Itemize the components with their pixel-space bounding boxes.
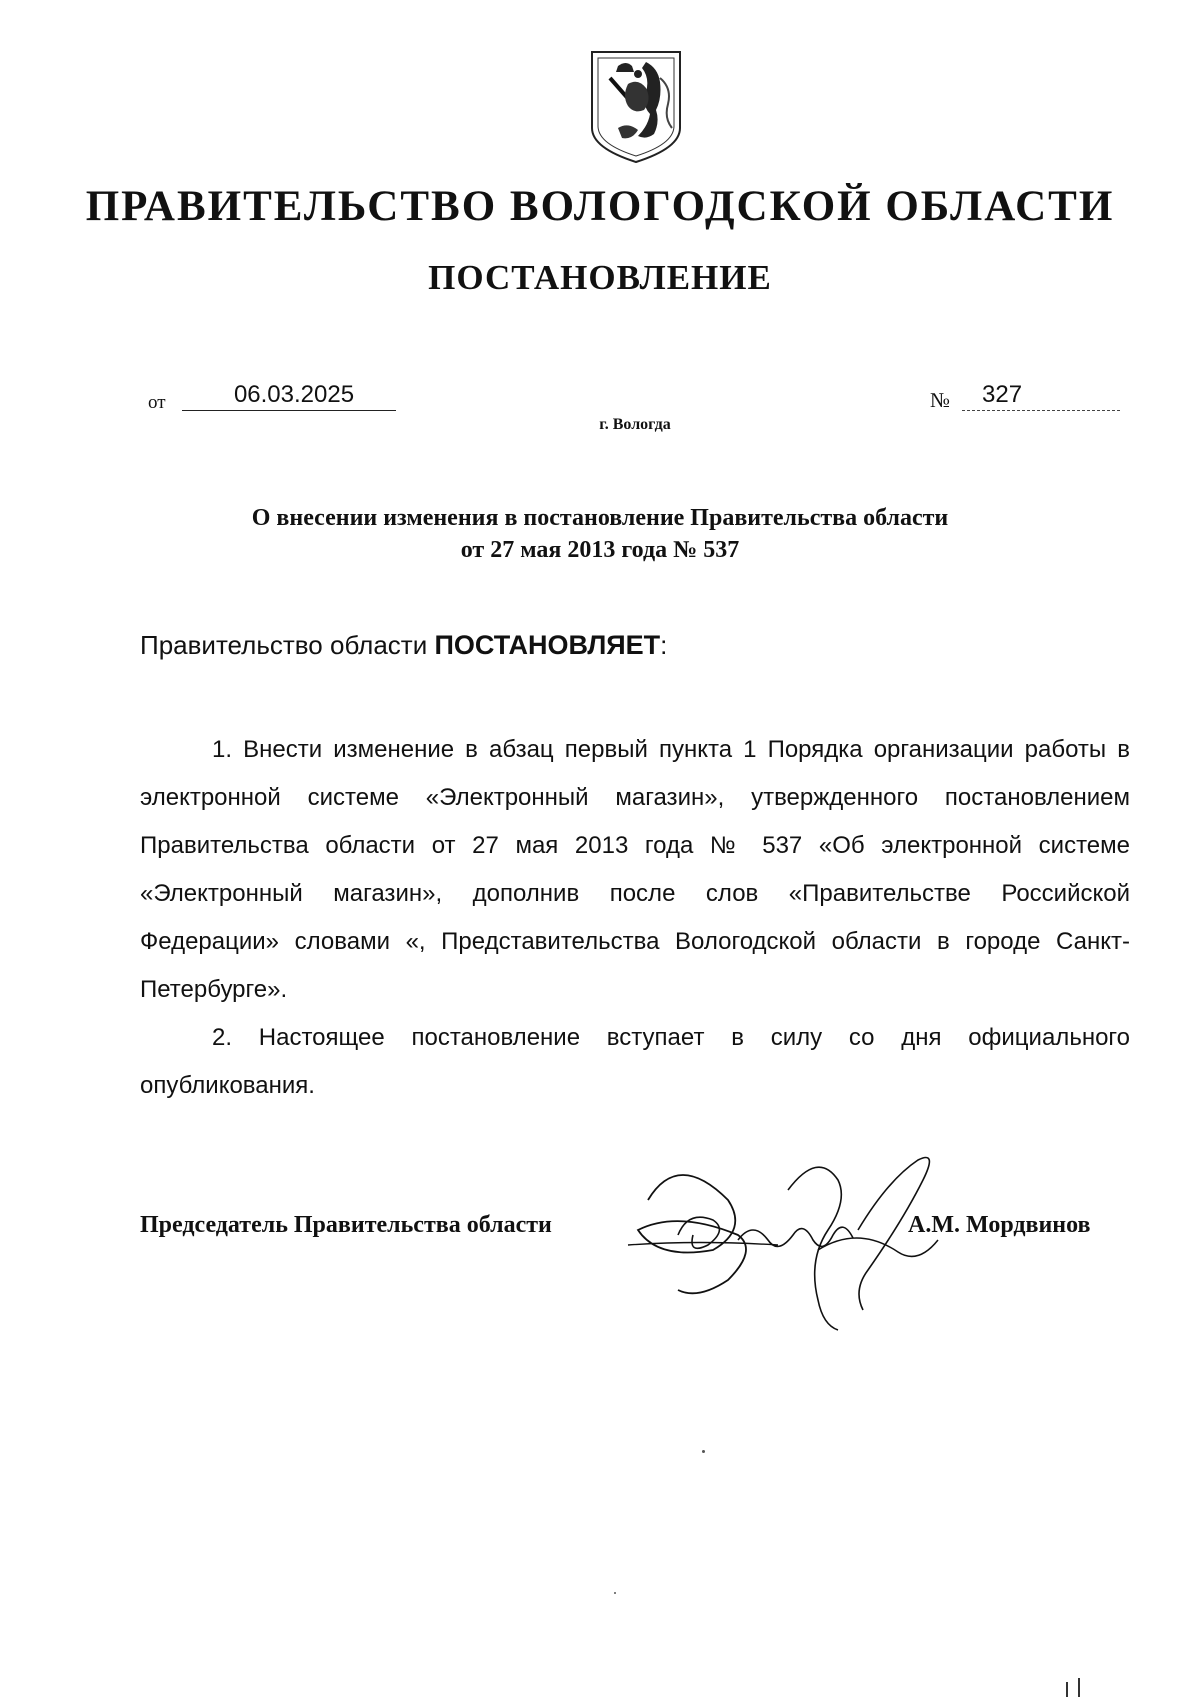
subject-line-2: от 27 мая 2013 года № 537 xyxy=(460,537,740,563)
intro-suffix: : xyxy=(660,630,668,660)
coat-of-arms-icon xyxy=(588,48,684,166)
paragraph-1: 1. Внести изменение в абзац первый пункта 1 Порядка организации работы в электронной системе «Электронный магазин», утвержденного постановлением Правительства области от 27 мая 2013 года № 537 «Об электронной системе «Электронный магазин», дополнив после слов «Правительстве Российской Федерации» словами «, Представительства Вологодской области в городе Санкт-Петербурге». xyxy=(140,736,1130,1003)
organization-title: ПРАВИТЕЛЬСТВО ВОЛОГОДСКОЙ ОБЛАСТИ xyxy=(85,183,1115,230)
scan-speck xyxy=(702,1450,705,1453)
city-label: г. Вологда xyxy=(599,416,671,433)
document-subject xyxy=(140,502,1060,566)
number-value: 327 xyxy=(962,380,1120,411)
date-label: от xyxy=(148,392,166,413)
resolution-intro xyxy=(140,630,667,661)
document-body xyxy=(140,726,1130,1110)
intro-text: Правительство области xyxy=(140,630,435,660)
scan-edge-mark xyxy=(1078,1678,1080,1697)
handwritten-signature-icon xyxy=(618,1140,948,1340)
date-value: 06.03.2025 xyxy=(182,380,396,411)
signatory-name: А.М. Мордвинов xyxy=(908,1212,1091,1238)
scan-speck xyxy=(614,1592,616,1594)
number-label: № xyxy=(930,388,951,412)
scan-edge-mark xyxy=(1066,1682,1068,1697)
signatory-title: Председатель Правительства области xyxy=(140,1212,552,1238)
subject-line-1: О внесении изменения в постановление Правительства области xyxy=(251,505,949,531)
paragraph-2: 2. Настоящее постановление вступает в силу со дня официального опубликования. xyxy=(140,1024,1130,1099)
intro-emphasis: ПОСТАНОВЛЯЕТ xyxy=(434,630,661,660)
document-type-title: ПОСТАНОВЛЕНИЕ xyxy=(428,258,772,297)
